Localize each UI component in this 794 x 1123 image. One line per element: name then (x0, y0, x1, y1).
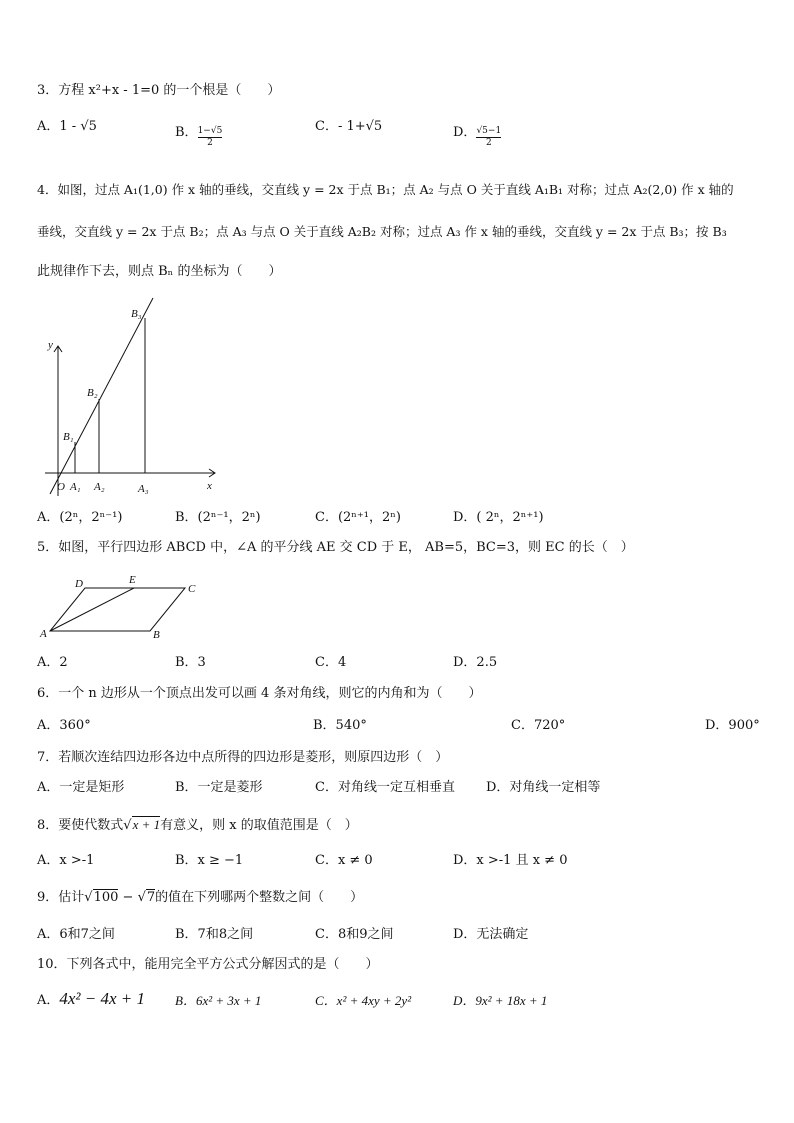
q6-option-d: D．900° (705, 718, 760, 733)
q3-option-b (175, 116, 222, 149)
q7-option-b: B．一定是菱形 (175, 780, 263, 795)
q4-label-origin: O (57, 481, 65, 493)
q4-figure (37, 296, 227, 498)
q4-label-a1: A₁ (70, 481, 81, 493)
q4-label-b2: B₂ (87, 387, 98, 399)
q4-option-c: C．(2ⁿ⁺¹，2ⁿ) (315, 510, 401, 525)
q5-label-b: B (153, 629, 160, 641)
q4-option-b: B．(2ⁿ⁻¹，2ⁿ) (175, 510, 261, 525)
question-9-stem (37, 889, 363, 907)
q3-option-d (453, 116, 501, 149)
q9-stem-suffix: 的值在下列哪两个整数之间（ ） (155, 890, 364, 905)
q8-option-a: A．x >-1 (37, 853, 95, 868)
q5-parallelogram-abcd (50, 588, 185, 631)
q10-option-b: B．6x² + 3x + 1 (175, 993, 262, 1008)
q9-option-c: C．8和9之间 (315, 927, 394, 942)
q9-option-a: A．6和7之间 (37, 927, 115, 942)
q5-figure (37, 570, 207, 642)
q3-option-a: A．1 - √5 (37, 119, 97, 134)
q5-label-c: C (188, 583, 196, 595)
q10-option-a-expr: 4x² − 4x + 1 (59, 989, 146, 1008)
q3-option-d-label: D． (453, 125, 477, 140)
q7-option-d: D．对角线一定相等 (486, 780, 601, 795)
q3-option-c: C．- 1+√5 (315, 119, 383, 134)
q9-radical-sign-2: √ (137, 890, 146, 905)
q5-segment-ae (50, 588, 134, 631)
q4-option-d: D．( 2ⁿ，2ⁿ⁺¹) (453, 510, 544, 525)
question-5-stem: 5．如图，平行四边形 ABCD 中，∠A 的平分线 AE 交 CD 于 E， AB=5，BC=3，则 EC 的长（ ） (37, 540, 634, 555)
q4-line-y-2x (50, 298, 153, 494)
q9-option-b: B．7和8之间 (175, 927, 254, 942)
q6-option-c: C．720° (511, 718, 566, 733)
q6-option-a: A．360° (37, 718, 91, 733)
q5-option-a: A．2 (37, 655, 68, 670)
q8-option-c: C．x ≠ 0 (315, 853, 373, 868)
q5-label-a: A (40, 628, 47, 640)
q8-option-d: D．x >-1 且 x ≠ 0 (453, 853, 568, 868)
q4-label-a3: A₃ (138, 483, 149, 495)
q8-radicand: x + 1 (132, 817, 161, 832)
q5-option-c: C．4 (315, 655, 347, 670)
question-3-stem: 3．方程 x²+x - 1=0 的一个根是（ ） (37, 83, 281, 98)
q4-label-a2: A₂ (94, 481, 105, 493)
q3-d-denominator: 2 (485, 138, 492, 148)
q3-d-numerator: √5−1 (476, 126, 502, 136)
q9-radicand-1: 100 (93, 890, 119, 905)
q5-label-d: D (75, 578, 83, 590)
q6-option-b: B．540° (313, 718, 367, 733)
q10-option-d: D．9x² + 18x + 1 (453, 993, 548, 1008)
question-4-line-3: 此规律作下去，则点 Bₙ 的坐标为（ ） (37, 264, 282, 279)
q5-option-b: B．3 (175, 655, 206, 670)
q10-option-a (37, 990, 145, 1010)
q5-label-e: E (129, 574, 136, 586)
q3-option-d-fraction (476, 126, 501, 149)
q3-option-b-label: B． (175, 125, 198, 140)
q9-radicand-2: 7 (146, 890, 156, 905)
q10-option-c: C．x² + 4xy + 2y² (315, 993, 412, 1008)
q3-b-denominator: 2 (207, 138, 213, 148)
question-7-stem: 7．若顺次连结四边形各边中点所得的四边形是菱形，则原四边形（ ） (37, 750, 449, 765)
q8-stem-suffix: 有意义，则 x 的取值范围是（ ） (160, 818, 358, 833)
q8-option-b: B．x ≥ −1 (175, 853, 244, 868)
q5-option-d: D．2.5 (453, 655, 498, 670)
question-4-line-1: 4．如图，过点 A₁(1,0) 作 x 轴的垂线，交直线 y = 2x 于点 B₁；点 A₂ 与点 O 关于直线 A₁B₁ 对称；过点 A₂(2,0) 作 x 轴的 (37, 182, 734, 197)
q3-b-numerator: 1−√5 (197, 126, 223, 136)
q8-stem-prefix: 8．要使代数式 (37, 818, 124, 833)
q4-option-a: A．(2ⁿ，2ⁿ⁻¹) (37, 510, 123, 525)
q7-option-a: A．一定是矩形 (37, 780, 125, 795)
q9-option-d: D．无法确定 (453, 927, 529, 942)
q4-label-x: x (207, 480, 212, 492)
question-10-stem: 10．下列各式中，能用完全平方公式分解因式的是（ ） (37, 957, 379, 972)
question-8-stem (37, 816, 358, 835)
q4-label-b1: B₁ (63, 431, 74, 443)
q8-radical-sign: √ (123, 818, 132, 833)
question-6-stem: 6．一个 n 边形从一个顶点出发可以画 4 条对角线，则它的内角和为（ ） (37, 686, 482, 701)
q9-stem-prefix: 9．估计 (37, 890, 85, 905)
q4-label-b3: B₃ (131, 308, 142, 320)
question-4-line-2: 垂线，交直线 y = 2x 于点 B₂；点 A₃ 与点 O 关于直线 A₂B₂ 对称；过点 A₃ 作 x 轴的垂线，交直线 y = 2x 于点 B₃；按 B₃ (37, 224, 727, 239)
q4-label-y: y (48, 339, 53, 351)
q10-option-a-label: A． (37, 993, 60, 1008)
q9-radical-sign-1: √ (84, 890, 93, 905)
q7-option-c: C．对角线一定互相垂直 (315, 780, 455, 795)
q3-option-b-fraction (198, 126, 223, 149)
q9-minus: − (118, 890, 138, 905)
